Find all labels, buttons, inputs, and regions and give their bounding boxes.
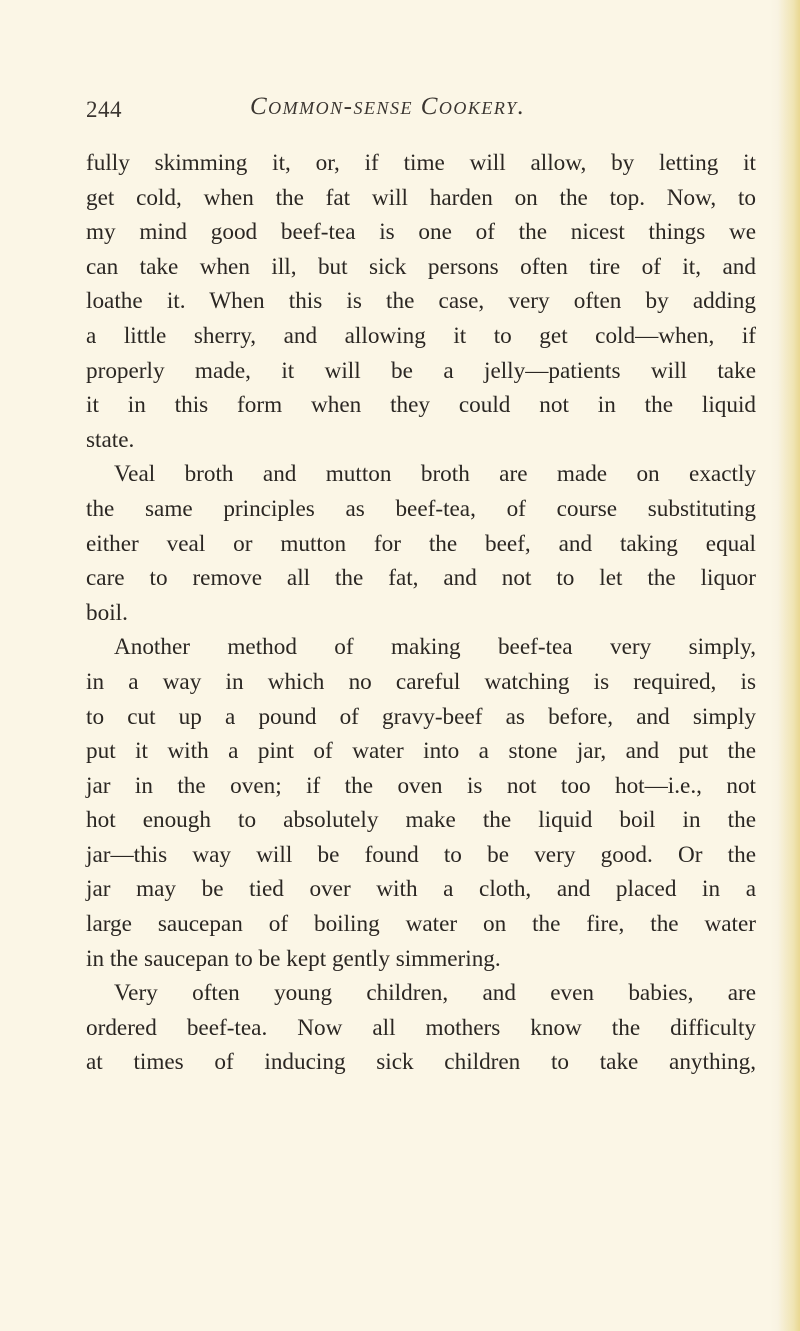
text-line: either veal or mutton for the beef, and taking equal [86, 530, 756, 557]
text-line: state. [86, 426, 135, 453]
text-line: put it with a pint of water into a stone jar, and put the [86, 738, 756, 765]
text-line: can take when ill, but sick persons often tire of it, and [86, 253, 756, 280]
text-line: care to remove all the fat, and not to let the liquor [86, 565, 756, 592]
text-line: in a way in which no careful watching is required, is [86, 668, 756, 695]
text-line: a little sherry, and allowing it to get cold—when, if [86, 322, 756, 349]
page-number: 244 [86, 97, 122, 122]
text-line: Another method of making beef-tea very simply, [114, 634, 756, 661]
text-line: in the saucepan to be kept gently simmering. [86, 945, 501, 972]
text-line: Veal broth and mutton broth are made on exactly [114, 461, 756, 488]
text-line: properly made, it will be a jelly—patients will take [86, 357, 756, 384]
text-line: jar may be tied over with a cloth, and placed in a [86, 876, 756, 903]
text-line: boil. [86, 599, 128, 626]
text-line: large saucepan of boiling water on the fire, the water [86, 911, 756, 938]
text-line: my mind good beef-tea is one of the nicest things we [86, 219, 756, 246]
text-line: to cut up a pound of gravy-beef as before, and simply [86, 703, 756, 730]
text-line: Very often young children, and even babies, are [114, 980, 756, 1007]
text-line: the same principles as beef-tea, of course substituting [86, 495, 756, 522]
text-line: loathe it. When this is the case, very often by adding [86, 288, 756, 315]
text-line: ordered beef-tea. Now all mothers know the difficulty [86, 1014, 756, 1041]
text-line: it in this form when they could not in the liquid [86, 392, 756, 419]
body-text [86, 146, 756, 1080]
running-head: Common-sense Cookery. [250, 93, 526, 120]
text-line: fully skimming it, or, if time will allow, by letting it [86, 150, 756, 176]
text-line: at times of inducing sick children to take anything, [86, 1049, 756, 1076]
text-line: jar—this way will be found to be very good. Or the [86, 841, 756, 868]
page-edge [778, 0, 800, 1331]
text-line: get cold, when the fat will harden on the top. Now, to [86, 184, 756, 211]
page-header [0, 93, 800, 133]
text-line: hot enough to absolutely make the liquid boil in the [86, 807, 756, 834]
text-line: jar in the oven; if the oven is not too hot—i.e., not [86, 772, 756, 799]
